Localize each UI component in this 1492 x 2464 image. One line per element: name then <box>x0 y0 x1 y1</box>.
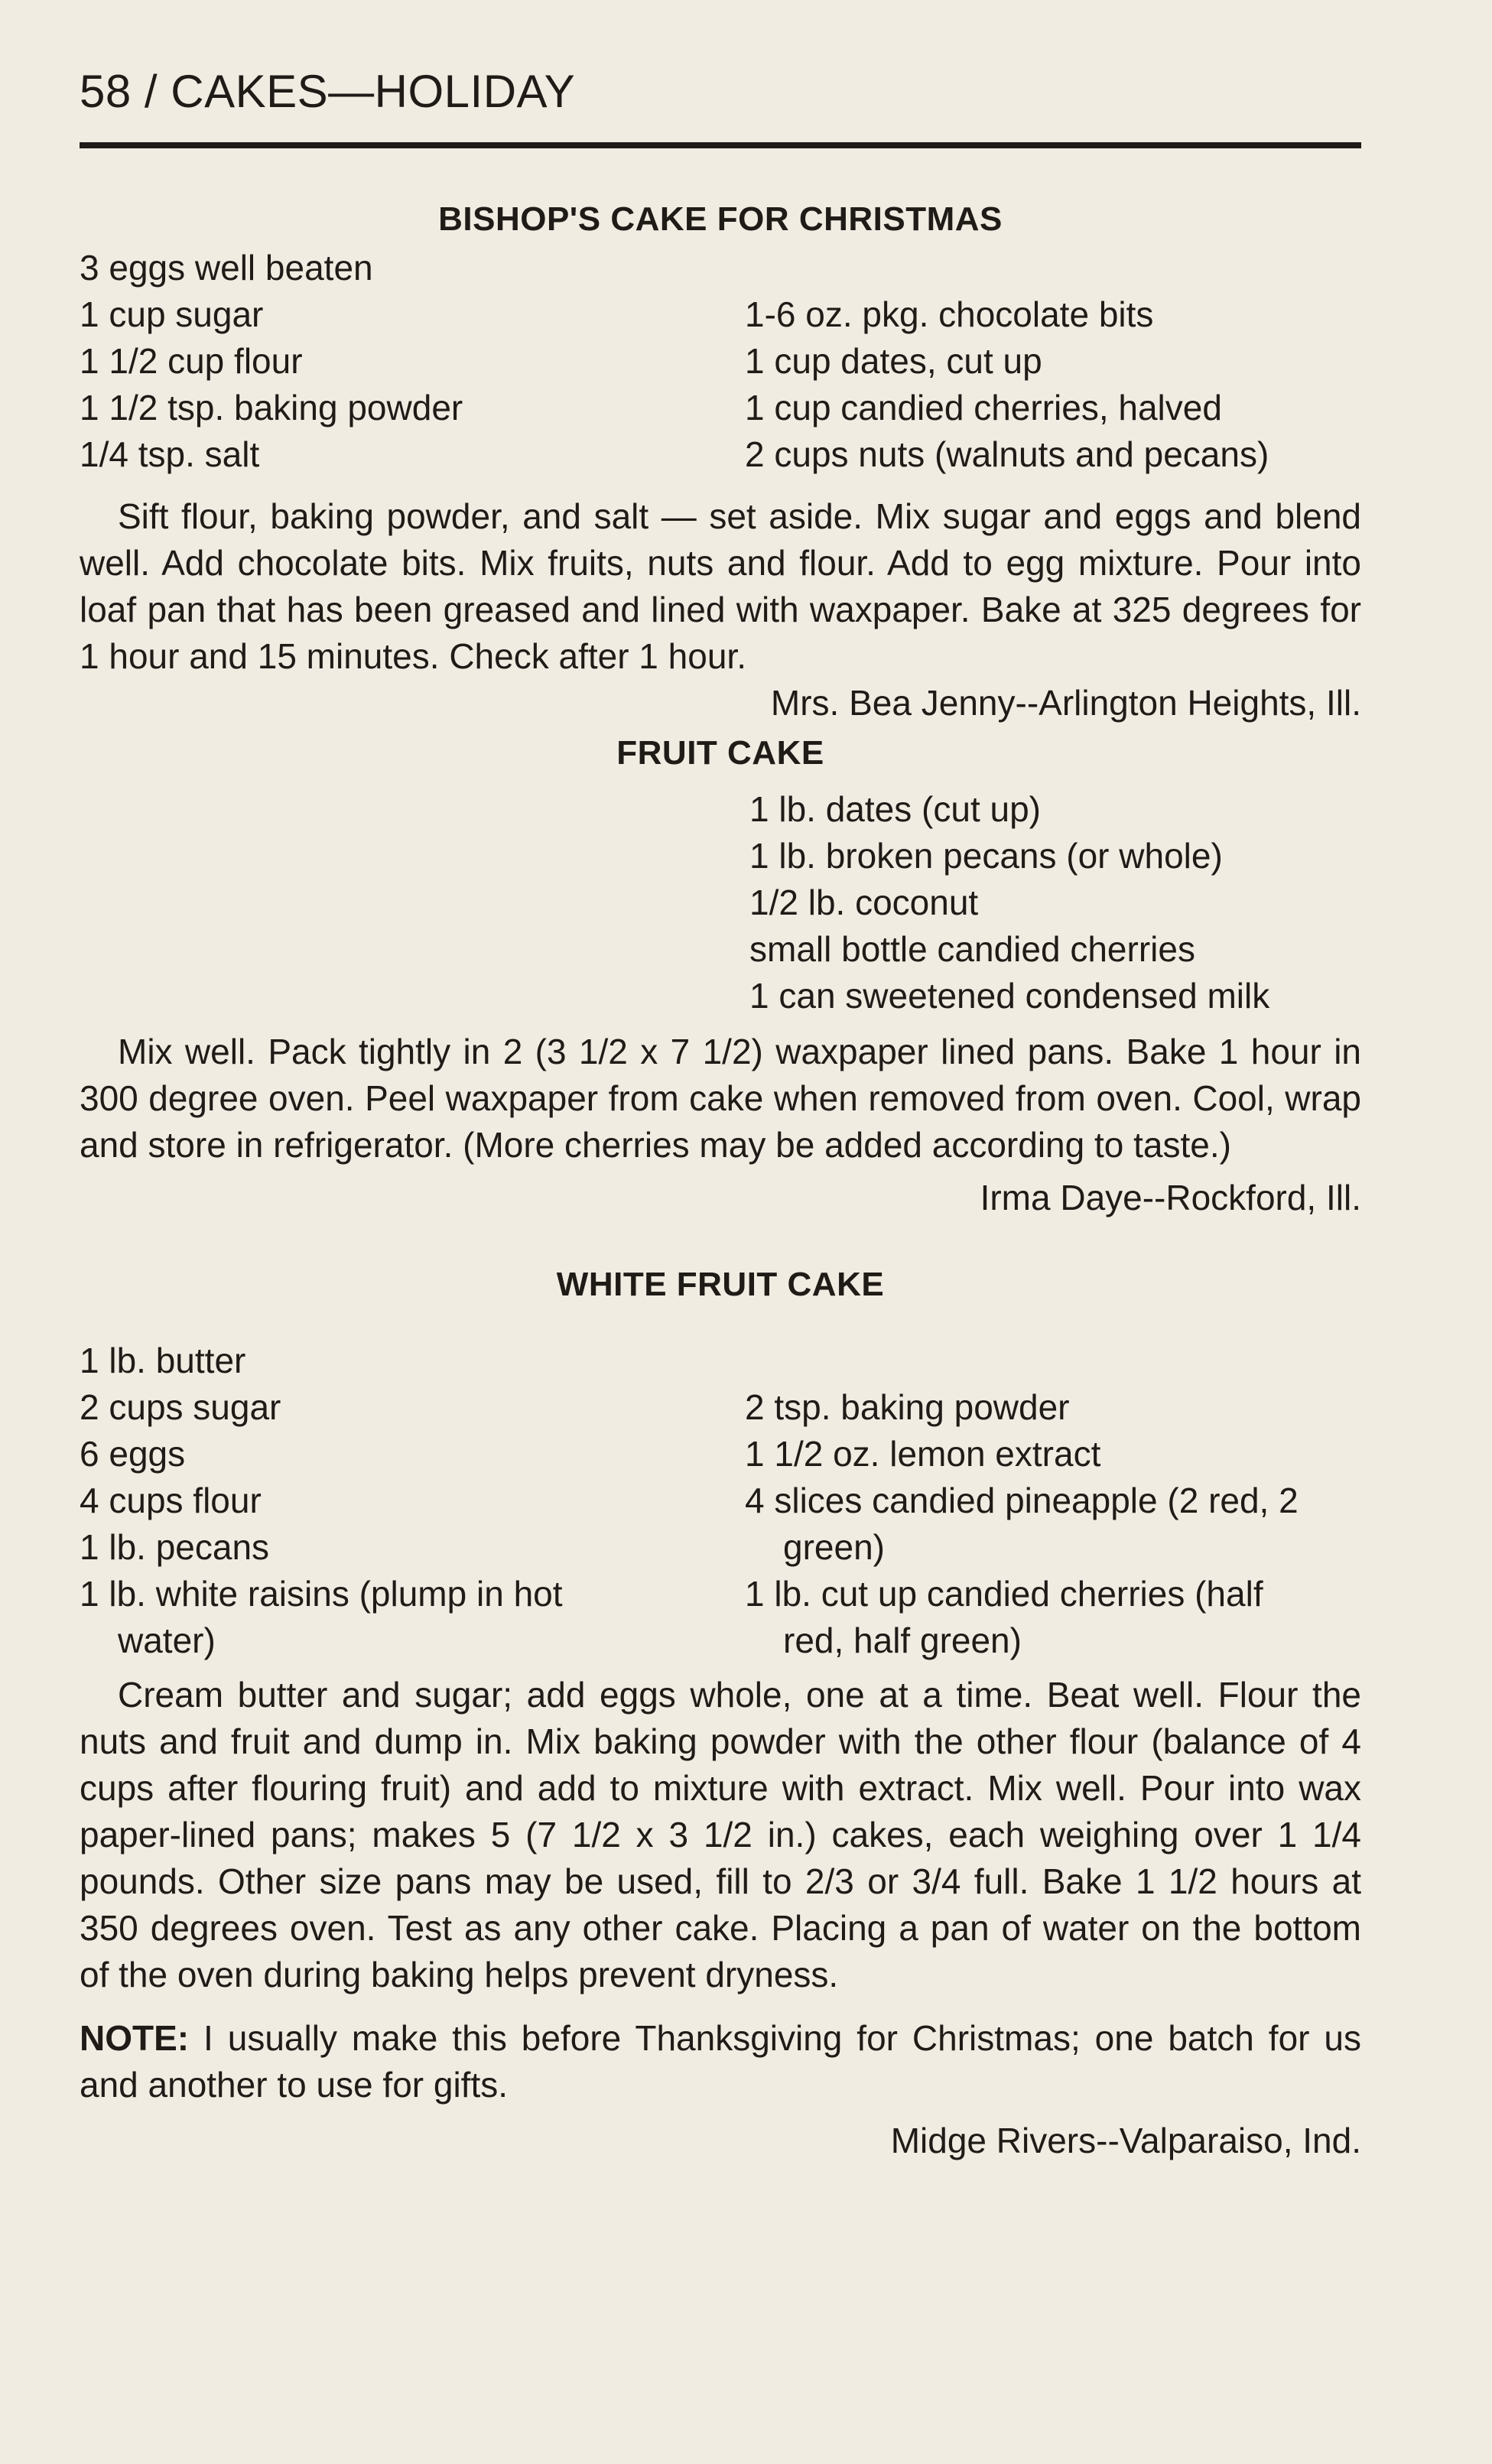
directions: Sift flour, baking powder, and salt — set aside. Mix sugar and eggs and blend well. Add chocolate bits. Mix fruits, nuts and flour. Add to egg mixture. Pour into loaf pan that has been greased and lined with waxpaper. Bake at 325 degrees for 1 hour and 15 minutes. Check after 1 hour. <box>80 496 1361 676</box>
ingredient: 1 lb. butter <box>80 1341 246 1380</box>
recipe-signature: Midge Rivers--Valparaiso, Ind. <box>890 2121 1361 2160</box>
ingredient: 1-6 oz. pkg. chocolate bits <box>745 294 1154 334</box>
ingredient: 6 eggs <box>80 1434 186 1474</box>
ingredients-left <box>80 1338 745 1664</box>
ingredient: 2 cups nuts (walnuts and pecans) <box>745 434 1269 474</box>
ingredient: 1 lb. pecans <box>80 1527 270 1567</box>
recipe-title: FRUIT CAKE <box>616 734 824 772</box>
ingredients <box>80 245 1361 478</box>
directions: Cream butter and sugar; add eggs whole, one at a time. Beat well. Flour the nuts and fruit and dump in. Mix baking powder with the other flour (balance of 4 cups after flouring fruit) and add to mixture with extract. Mix well. Pour into wax paper-lined pans; makes 5 (7 1/2 x 3 1/2 in.) cakes, each weighing over 1 1/4 pounds. Other size pans may be used, fill to 2/3 or 3/4 full. Bake 1 1/2 hours at 350 degrees oven. Test as any other cake. Placing a pan of water on the bottom of the oven during baking helps prevent dryness. <box>80 1675 1361 1994</box>
ingredient: 1 lb. white raisins (plump in hot <box>80 1574 563 1614</box>
ingredient: 2 cups sugar <box>80 1387 281 1427</box>
ingredient: 1 cup candied cherries, halved <box>745 388 1222 427</box>
page <box>80 66 1361 2164</box>
page-header: 58 / CAKES—HOLIDAY <box>80 66 576 117</box>
ingredient: 1 cup dates, cut up <box>745 341 1042 381</box>
ingredient-continued: red, half green) <box>783 1620 1022 1660</box>
ingredients-right <box>745 1338 1361 1664</box>
ingredient: 3 eggs well beaten <box>80 248 373 288</box>
ingredient: 1 lb. cut up candied cherries (half <box>745 1574 1263 1614</box>
ingredients <box>80 1338 1361 1664</box>
ingredient: 1 1/2 tsp. baking powder <box>80 388 463 427</box>
header-rule <box>80 142 1361 148</box>
ingredient: 1/2 lb. coconut <box>749 883 979 922</box>
recipe-white-fruit-cake <box>80 1266 1361 2164</box>
ingredient: 1 can sweetened condensed milk <box>749 976 1270 1016</box>
ingredients-left <box>80 245 745 478</box>
ingredients <box>749 786 1361 1019</box>
ingredient: 1 lb. broken pecans (or whole) <box>749 836 1223 876</box>
ingredient: 1/4 tsp. salt <box>80 434 260 474</box>
recipe-signature: Mrs. Bea Jenny--Arlington Heights, Ill. <box>770 683 1361 723</box>
ingredient: 1 1/2 oz. lemon extract <box>745 1434 1101 1474</box>
ingredients-right <box>745 245 1361 478</box>
ingredient-continued: water) <box>118 1620 216 1660</box>
recipe-bishops-cake <box>80 200 1361 727</box>
ingredient: 1 1/2 cup flour <box>80 341 303 381</box>
ingredient: 4 cups flour <box>80 1481 262 1520</box>
note-text: I usually make this before Thanksgiving for Christmas; one batch for us and another to use for gifts. <box>80 2018 1361 2105</box>
ingredient-continued: green) <box>783 1527 885 1567</box>
ingredient: 2 tsp. baking powder <box>745 1387 1070 1427</box>
ingredient: 4 slices candied pineapple (2 red, 2 <box>745 1481 1299 1520</box>
recipe-title: BISHOP'S CAKE FOR CHRISTMAS <box>438 200 1003 238</box>
note <box>80 2015 1361 2108</box>
note-label: NOTE: <box>80 2018 190 2058</box>
recipe-fruit-cake <box>80 734 1361 1221</box>
ingredient: small bottle candied cherries <box>749 929 1195 969</box>
directions: Mix well. Pack tightly in 2 (3 1/2 x 7 1/2) waxpaper lined pans. Bake 1 hour in 300 degree oven. Peel waxpaper from cake when removed from oven. Cool, wrap and store in refrigerator. (More cherries may be added according to taste.) <box>80 1032 1361 1165</box>
recipe-signature: Irma Daye--Rockford, Ill. <box>980 1178 1361 1217</box>
recipe-title: WHITE FRUIT CAKE <box>556 1266 885 1303</box>
ingredient: 1 cup sugar <box>80 294 264 334</box>
ingredient: 1 lb. dates (cut up) <box>749 789 1041 829</box>
